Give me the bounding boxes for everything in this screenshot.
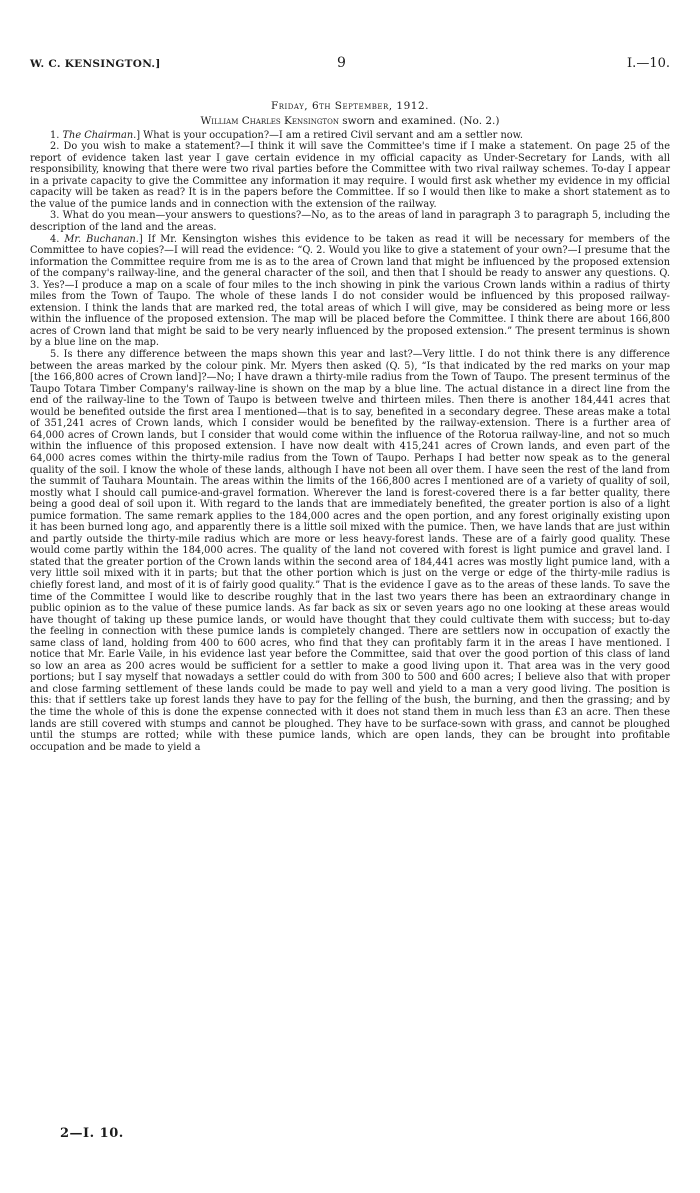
- question-paragraph: [30, 210, 670, 233]
- header-witness: W. C. KENSINGTON.]: [30, 58, 161, 70]
- question-number: 5.: [50, 349, 64, 361]
- speaker-name: Mr. Buchanan.: [64, 233, 139, 245]
- date-heading: Friday, 6th September, 1912.: [270, 99, 429, 112]
- signature-mark: 2—I. 10.: [60, 1126, 124, 1141]
- question-number: 2.: [50, 141, 64, 153]
- question-paragraph: [30, 349, 670, 753]
- paragraph-text: What do you mean—your answers to questions?—No, as to the areas of land in paragraph 3 to paragraph 5, including the description of the land and the areas.: [30, 210, 671, 234]
- paragraph-text: ] If Mr. Kensington wishes this evidence to be taken as read it will be necessary for members of the Committee to have copies?—I will read the evidence: “Q. 2. Would you like to give a statement of your own?—I presume that the information the Committee require from me is as to the area of Crown land that might be influenced by the proposed extension of the company's railway-line, and the general character of the soil, and then that I should be ready to answer any questions. Q. 3. Yes?—I produce a map on a scale of four miles to the inch showing in pink the various Crown lands within a radius of thirty miles from the Town of Taupo. The whole of these lands I do not consider would be influenced by this proposed railway-extension. I think the lands that are marked red, the total areas of which I will give, may be considered as being more or less within the influence of the proposed extension. The map will be placed before the Committee. I think there are about 166,800 acres of Crown land that might be said to be very nearly influenced by the proposed extension.” The present terminus is shown by a blue line on the map.: [30, 233, 671, 349]
- question-paragraph: [30, 141, 670, 210]
- question-number: 4.: [50, 233, 65, 245]
- paper-reference: I.—10.: [627, 56, 670, 71]
- speaker-name: The Chairman.: [62, 129, 137, 141]
- witness-heading-rest: sworn and examined. (No. 2.): [338, 115, 500, 128]
- paragraph-text: Do you wish to make a statement?—I think it will save the Committee's time if I make a statement. On page 25 of the report of evidence taken last year I gave certain evidence in my official capacity as Under-Secretary for Lands, with all responsibility, knowing that there were two rival parties before the Committee with two rival railway schemes. To-day I appear in a private capacity to give the Committee any information it may require. I would first ask whether my evidence in my official capacity will be taken as read? It is in the papers before the Committee. If so I would then like to make a short statement as to the value of the pumice lands and in connection with the extension of the railway.: [30, 141, 670, 210]
- evidence-body: [30, 130, 670, 754]
- page-number: 9: [337, 55, 346, 71]
- witness-name: William Charles Kensington: [200, 115, 339, 128]
- question-number: 1.: [50, 129, 63, 141]
- running-header: [30, 55, 670, 71]
- paragraph-text: ] What is your occupation?—I am a retired Civil servant and am a settler now.: [136, 129, 523, 141]
- question-number: 3.: [50, 210, 63, 222]
- paragraph-text: Is there any difference between the maps shown this year and last?—Very little. I do not think there is any difference between the areas marked by the colour pink. Mr. Myers then asked (Q. 5), “Is that indicated by the red marks on your map [the 166,800 acres of Crown land]?—No; I have drawn a thirty-mile radius from the Town of Taupo. The present terminus of the Taupo Totara Timber Company's railway-line is shown on the map by a blue line. The actual distance in a direct line from the end of the railway-line to the Town of Taupo is between twelve and thirteen miles. Then there is another 184,441 acres that would be benefited outside the first area I mentioned—that is to say, benefited in a secondary degree. These areas make a total of 351,241 acres of Crown lands, which I consider would be benefited by the railway-extension. There is a further area of 64,000 acres of Crown lands, but I consider that would come within the influence of the Rotorua railway-line, and not so much within the influence of this proposed extension. I have now dealt with 415,241 acres of Crown lands, and even part of the 64,000 acres comes within the thirty-mile radius from the Town of Taupo. Perhaps I had better now speak as to the general quality of the soil. I know the whole of these lands, although I have not been all over them. I have seen the rest of the land from the summit of Tauhara Mountain. The areas within the limits of the 166,800 acres I mentioned are of a variety of quality of soil, mostly what I should call pumice-and-gravel formation. Wherever the land is forest-covered there is a far better quality, there being a good deal of soil upon it. With regard to the lands that are immediately benefited, the greater portion is also of a light pumice formation. The same remark applies to the 184,000 acres and the open portion, and any forest originally existing upon it has been burned long ago, and apparently there is a little soil mixed with the pumice. Then, we have lands that are just within and partly outside the thirty-mile radius which are more or less heavy-forest lands. These are of a fairly good quality. These would come partly within the 184,000 acres. The quality of the land not covered with forest is light pumice and gravel land. I stated that the greater portion of the Crown lands within the second area of 184,441 acres was mostly light pumice land, with a very little soil mixed with it in parts; but that the other portion which is just on the verge or edge of the thirty-mile radius is chiefly forest land, and most of it is of fairly good quality.” That is the evidence I gave as to the areas of these lands. To save the time of the Committee I would like to describe roughly that in the last two years there has been an extraordinary change in public opinion as to the value of these pumice lands. As far back as six or seven years ago no one looking at these areas would have thought of taking up these pumice lands, or would have thought that they could cultivate them with success; but to-day the feeling in connection with these pumice lands is completely changed. There are settlers now in occupation of exactly the same class of land, holding from 400 to 600 acres, who find that they can profitably farm it in the areas I have mentioned. I notice that Mr. Earle Vaile, in his evidence last year before the Committee, said that over the good portion of this class of land so low an area as 200 acres would be sufficient for a settler to make a good living upon it. That area was in the very good portions; but I say myself that nowadays a settler could do with from 300 to 500 and 600 acres; I believe also that with proper and close farming settlement of these lands could be made to pay well and yield to a man a very good living. The position is this: that if settlers take up forest lands they have to pay for the felling of the bush, the burning, and then the grassing; and by the time the whole of this is done the expense connected with it does not stand them in much less than £3 an acre. Then these lands are still covered with stumps and cannot be ploughed. They have to be surface-sown with grass, and cannot be ploughed until the stumps are rotted; while with these pumice lands, which are open lands, they can be brought into profitable occupation and be made to yield a: [30, 349, 670, 753]
- witness-heading: [30, 116, 670, 128]
- question-paragraph: [30, 130, 670, 142]
- question-paragraph: [30, 234, 670, 349]
